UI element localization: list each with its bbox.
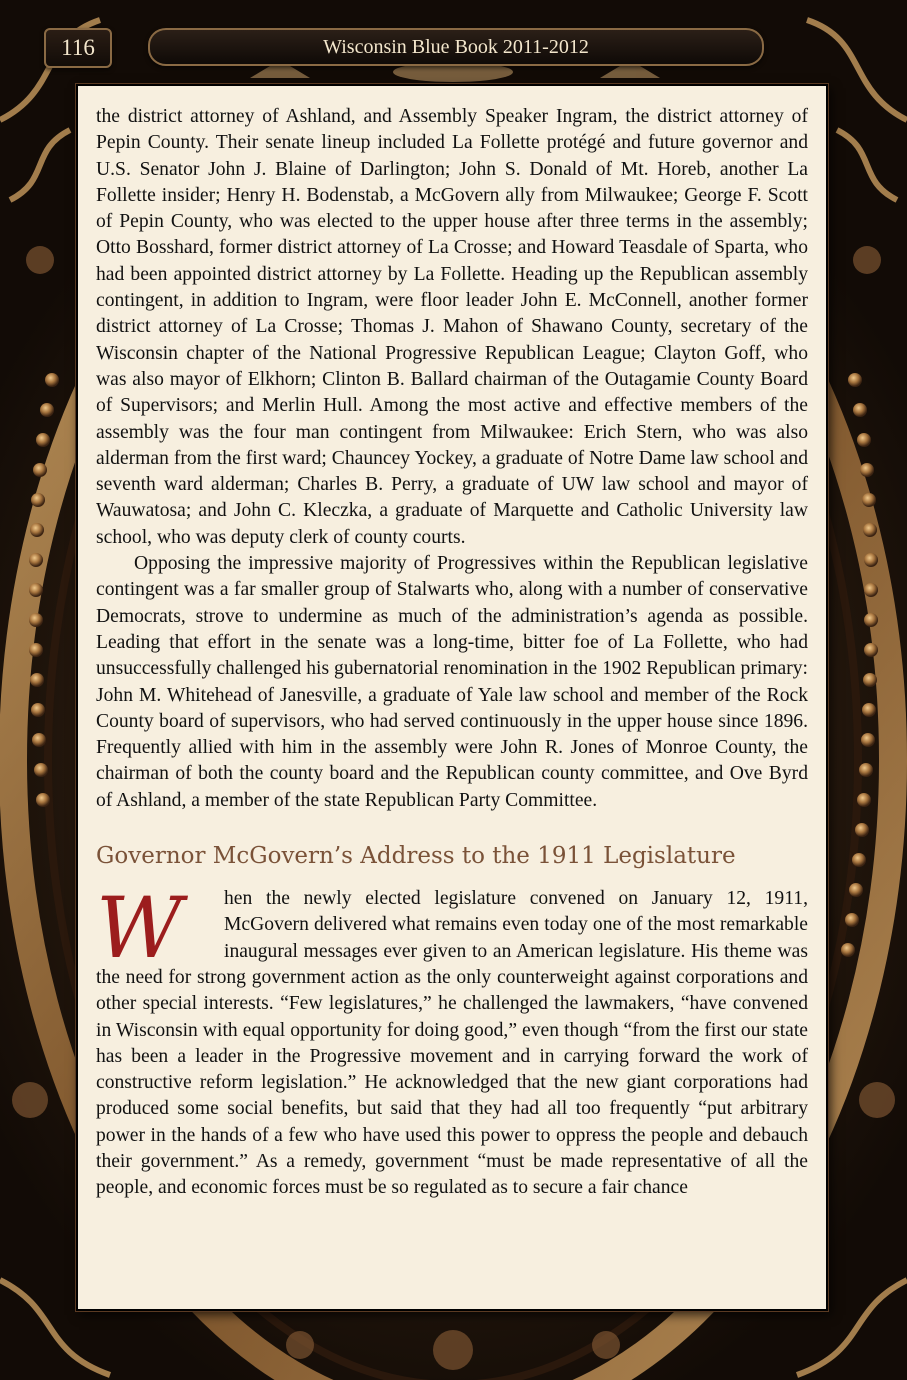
- section-heading: Governor McGovern’s Address to the 1911 Legislature: [96, 843, 736, 870]
- drop-cap: W: [96, 879, 183, 978]
- page-number: 116: [44, 28, 112, 68]
- running-title: Wisconsin Blue Book 2011-2012: [148, 28, 764, 66]
- body-paragraph-3-text: hen the newly elected legislature convened on January 12, 1911, McGovern delivered what remains even today one of the most remarkable inaugural messages ever given to an American legislature. His theme was the need for strong government action as the only counterweight against corporations and other special interests. “Few legislatures,” he challenged the lawmakers, “have convened in Wisconsin with equal opportunity for doing good,” even though “from the first our state has been a leader in the Progressive movement and in carrying forward the work of constructive reform legislation.” He acknowledged that the new giant corporations had produced some social benefits, but said that they had all too frequently “put arbitrary power in the hands of a few who have used this power to oppress the people and debauch their government.” As a remedy, government “must be made representative of all the people, and economic forces must be so regulated as to secure a fair chance: [96, 888, 808, 1199]
- body-paragraph-2: Opposing the impressive majority of Progressives within the Republican legislative contingent was a far smaller group of Stalwarts who, along with a number of conservative Democrats, strove to undermine as much of the administration’s agenda as possible. Leading that effort in the senate was a long-time, bitter foe of La Follette, who had unsuccessfully challenged his gubernatorial renomination in the 1902 Republican primary: John M. Whitehead of Janesville, a graduate of Yale law school and member of the Rock County board of supervisors, who had served continuously in the upper house since 1896. Frequently allied with him in the assembly were John R. Jones of Monroe County, the chairman of both the county board and the Republican county committee, and Ove Byrd of Ashland, a member of the state Republican Party Committee.: [96, 553, 808, 811]
- content-panel: [76, 84, 828, 1311]
- body-paragraph-1: the district attorney of Ashland, and Assembly Speaker Ingram, the district attorney of Pepin County. Their senate lineup included La Follette protégé and future governor and U.S. Senator John J. Blaine of Darlington; John S. Donald of Mt. Horeb, another La Follette insider; Henry H. Bodenstab, a McGovern ally from Milwaukee; George F. Scott of Pepin County, who was elected to the upper house after three terms in the assembly; Otto Bosshard, former district attorney of La Crosse; and Howard Teasdale of Sparta, who had been appointed district attorney by La Follette. Heading up the Republican assembly contingent, in addition to Ingram, were floor leader John E. McConnell, another former district attorney of La Crosse; Thomas J. Mahon of Shawano County, secretary of the Wisconsin chapter of the National Progressive Republican League; Clayton Goff, who was also mayor of Elkhorn; Clinton B. Ballard chairman of the Outagamie County Board of Supervisors; and Merlin Hull. Among the most active and effective members of the assembly was the four man contingent from Milwaukee: Erich Stern, who was also alderman from the first ward; Chauncey Yockey, a graduate of Notre Dame law school and seventh ward alderman; Charles B. Perry, a graduate of UW law school and mayor of Wauwatosa; and John C. Kleczka, a graduate of Marquette and Catholic University law school, who was deputy clerk of county courts.: [96, 106, 808, 548]
- body-paragraph-3: [96, 879, 808, 1202]
